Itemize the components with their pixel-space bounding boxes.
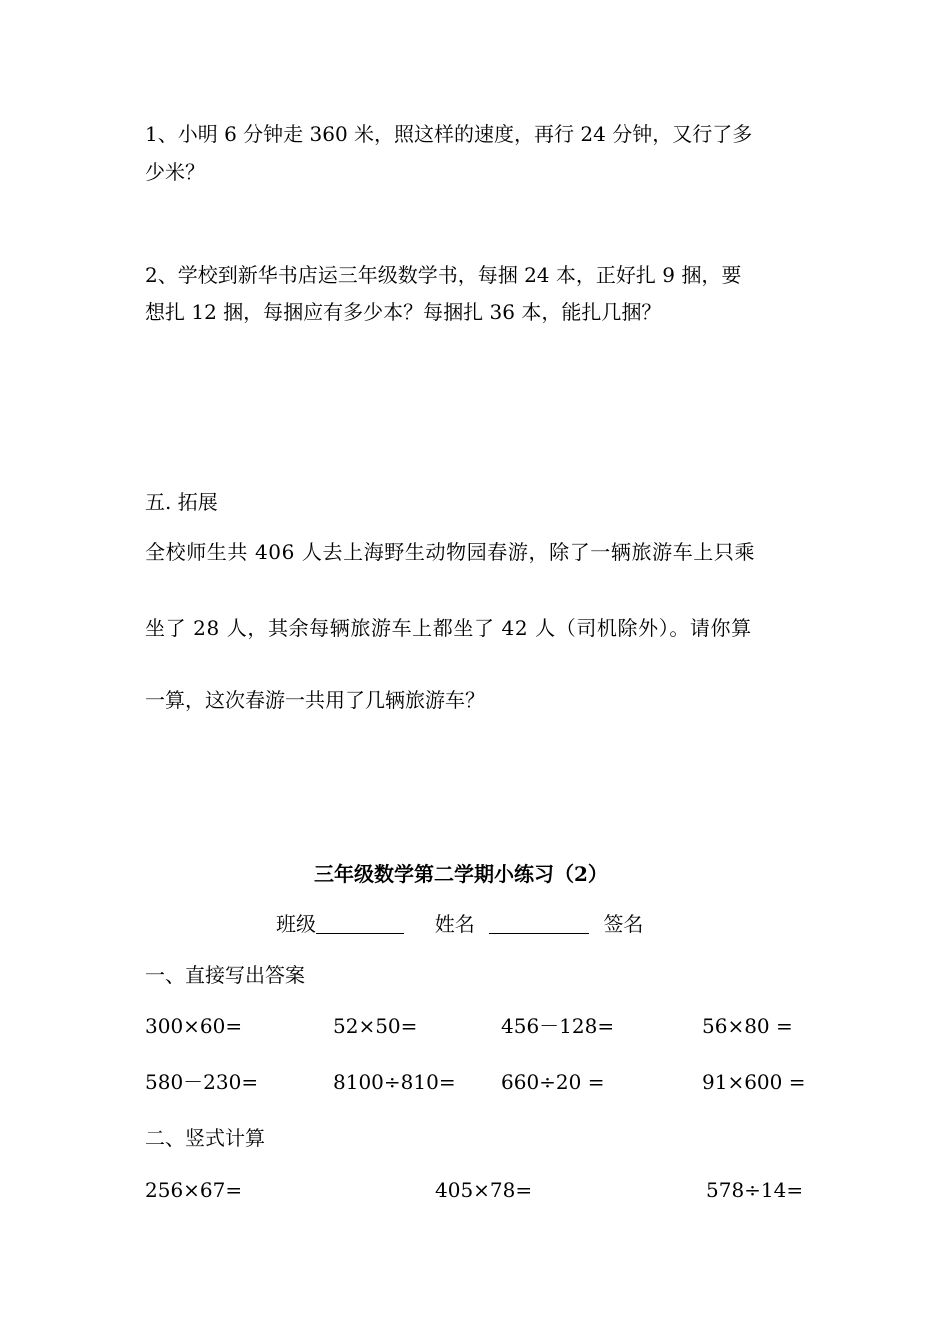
class-blank[interactable] xyxy=(316,915,404,934)
sign-label: 签名 xyxy=(603,912,644,936)
calc-item: 56×80 = xyxy=(702,1014,793,1038)
calc-item: 8100÷810= xyxy=(333,1070,456,1094)
calc-item: 52×50= xyxy=(333,1014,418,1038)
vertical-calc-item: 405×78= xyxy=(435,1178,533,1202)
name-label: 姓名 xyxy=(434,912,475,936)
calc-item: 300×60= xyxy=(145,1014,243,1038)
calc-item: 456－128= xyxy=(501,1014,615,1038)
problem-1-line-1: 1、小明 6 分钟走 360 米，照这样的速度，再行 24 分钟，又行了多 xyxy=(145,122,753,146)
class-label: 班级 xyxy=(276,912,316,936)
extension-line-2: 坐了 28 人，其余每辆旅游车上都坐了 42 人（司机除外）。请你算 xyxy=(145,616,752,640)
name-blank[interactable] xyxy=(489,915,589,934)
extension-line-3: 一算，这次春游一共用了几辆旅游车？ xyxy=(145,688,485,712)
calc-item: 660÷20 = xyxy=(501,1070,605,1094)
section-2-heading: 二、竖式计算 xyxy=(145,1126,265,1150)
section-1-heading: 一、直接写出答案 xyxy=(145,963,305,987)
problem-1-line-2: 少米？ xyxy=(145,160,205,184)
worksheet-title: 三年级数学第二学期小练习（2） xyxy=(314,862,608,886)
extension-line-1: 全校师生共 406 人去上海野生动物园春游，除了一辆旅游车上只乘 xyxy=(145,540,756,564)
student-info-row xyxy=(276,914,643,934)
calc-item: 91×600 = xyxy=(702,1070,806,1094)
vertical-calc-item: 256×67= xyxy=(145,1178,243,1202)
calc-item: 580－230= xyxy=(145,1070,259,1094)
problem-2-line-2: 想扎 12 捆，每捆应有多少本？每捆扎 36 本，能扎几捆？ xyxy=(145,300,662,324)
vertical-calc-item: 578÷14= xyxy=(706,1178,804,1202)
problem-2-line-1: 2、学校到新华书店运三年级数学书，每捆 24 本，正好扎 9 捆，要 xyxy=(145,263,742,287)
extension-heading: 五. 拓展 xyxy=(145,490,218,514)
